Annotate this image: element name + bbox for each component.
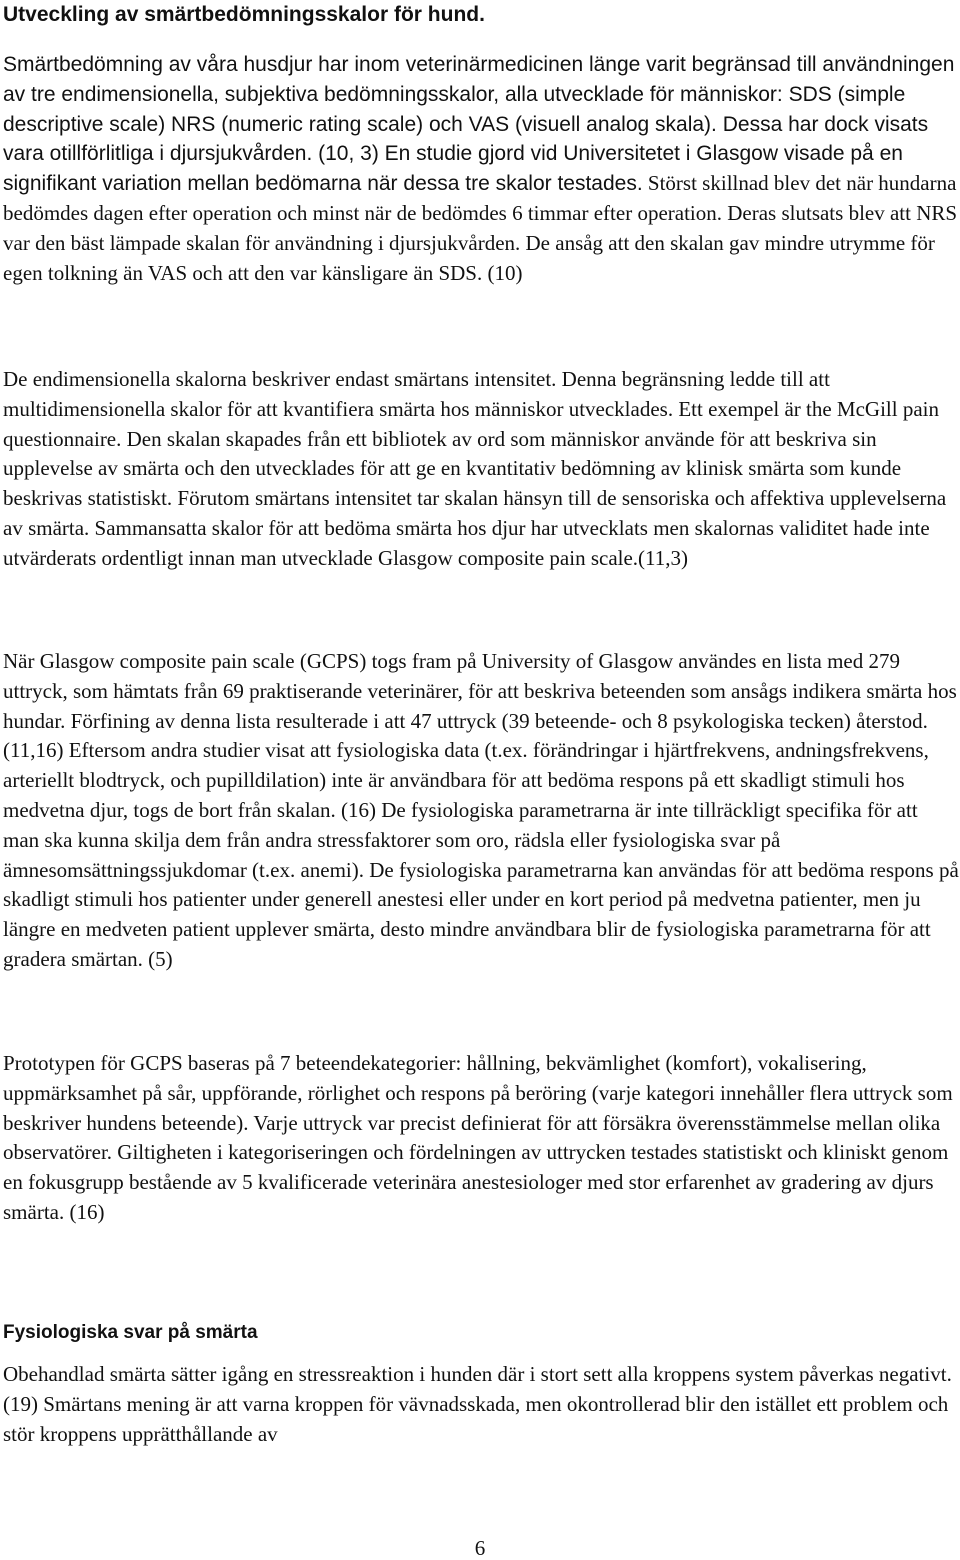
page-number: 6 [474,1536,486,1560]
paragraph-2: De endimensionella skalorna beskriver endast smärtans intensitet. Denna begränsning ledde till att multidimensionella skalor för att kvantifiera smärta hos människor utvecklades. Ett exempel är the McGill pain questionnaire. Den skalan skapades från ett bibliotek av ord som människor använde för att beskriva sin upplevelse av smärta och den utvecklades för att ge en kvantitativ bedömning av klinisk smärta som kunde beskrivas statistiskt. Förutom smärtans intensitet tar skalan hänsyn till de sensoriska och affektiva upplevelserna av smärta. Sammansatta skalor för att bedöma smärta hos djur har utvecklats men skalornas validitet hade inte utvärderats ordentligt innan man utvecklade Glasgow composite pain scale.(11,3) [3,367,947,570]
paragraph-4: Prototypen för GCPS baseras på 7 beteendekategorier: hållning, bekvämlighet (komfort), vokalisering, uppmärksamhet på sår, uppförande, rörlighet och respons på beröring (varje kategori innehåller flera uttryck som beskriver hundens beteende). Varje uttryck var precist definierat för att försäkra överensstämmelse mellan olika observatörer. Giltigheten i kategoriseringen och fördelningen av uttrycken testades statistiskt och kliniskt genom en fokusgrupp bestående av 5 kvalificerade veterinära anestesiologer med stor erfarenhet av gradering av djurs smärta. (16) [3,1051,953,1224]
section-heading: Fysiologiska svar på smärta [3,1322,258,1343]
paragraph-1-serif-text: Störst skillnad blev det när hundarna bedömdes dagen efter operation och minst när de bedömdes 6 timmar efter operation. Deras slutsats blev att NRS var den bäst lämpade skalan för användning i djursjukvården. De ansåg att den skalan gav mindre utrymme för egen tolkning än VAS och att den var känsligare än SDS. (10) [3,171,958,285]
paragraph-1-sans-text: Smärtbedömning av våra husdjur har inom veterinärmedicinen länge varit begränsad till användningen av tre endimensionella, subjektiva bedömningsskalor, alla utvecklade för människor: SDS (simple descriptive scale) NRS (numeric rating scale) och VAS (visuell analog skala). Dessa har dock visats vara otillförlitliga i djursjukvården. (10, 3) En studie gjord vid Universitetet i Glasgow visade på en signifikant variation mellan bedömarna när dessa tre skalor testades. [3,53,955,196]
paragraph-3: När Glasgow composite pain scale (GCPS) togs fram på University of Glasgow användes en lista med 279 uttryck, som hämtats från 69 praktiserande veterinärer, för att beskriva beteenden som ansågs indikera smärta hos hundar. Förfining av denna lista resulterade i att 47 uttryck (39 beteende- och 8 psykologiska tecken) återstod.(11,16) Eftersom andra studier visat att fysiologiska data (t.ex. förändringar i hjärtfrekvens, andningsfrekvens, arteriellt blodtryck, och pupilldilation) inte är användbara för att bedöma respons på ett skadligt stimuli hos medvetna djur, togs de bort från skalan. (16) De fysiologiska parametrarna är inte tillräckligt specifika för att man ska kunna skilja dem från andra stressfaktorer som oro, rädsla eller fysiologiska svar på ämnesomsättningssjukdomar (t.ex. anemi). De fysiologiska parametrarna kan användas för att bedöma respons på skadligt stimuli hos patienter under generell anestesi eller under en kort period på medvetna patienter, men ju längre en medveten patient upplever smärta, desto mindre användbara blir de fysiologiska parametrarna för att gradera smärtan. (5) [3,649,959,971]
paragraph-1 [3,50,959,288]
paragraph-5: Obehandlad smärta sätter igång en stressreaktion i hunden där i stort sett alla kroppens system påverkas negativt.(19) Smärtans mening är att varna kroppen för vävnadsskada, men okontrollerad blir den istället ett problem och stör kroppens upprätthållande av [3,1362,952,1446]
document-page [3,0,959,1446]
document-title: Utveckling av smärtbedömningsskalor för hund. [3,3,485,26]
